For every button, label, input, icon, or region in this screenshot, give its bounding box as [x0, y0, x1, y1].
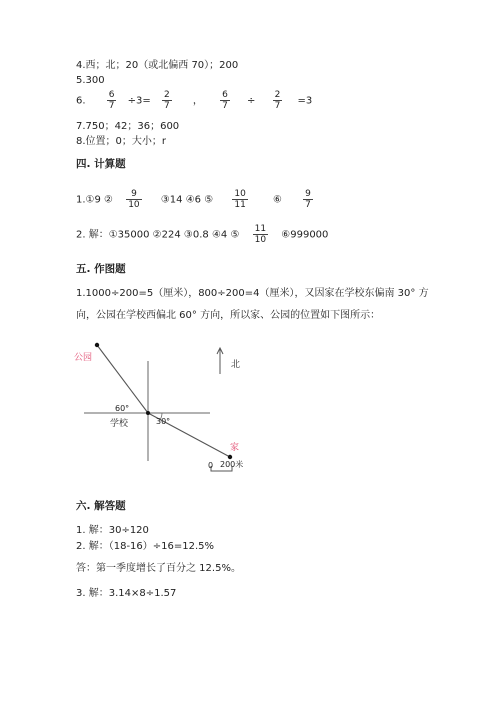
section-4-q2: 2. 解：①35000 ②224 ③0.8 ④4 ⑤ $\frac{11}{10}$ ⑥999000	[76, 224, 329, 245]
section-5-text-1: 1.1000÷200=5（厘米），800÷200=4（厘米），又因家在学校东偏南 30° 方	[76, 288, 429, 299]
school-label: 学校	[110, 419, 129, 429]
park-point	[95, 343, 99, 347]
scale-label: 200米	[220, 460, 244, 469]
home-label: 家	[230, 443, 240, 453]
angle-60-label: 60°	[115, 404, 130, 413]
section-4-title: 四. 计算题	[76, 158, 126, 170]
fraction: $\frac{2}{7}$	[274, 90, 281, 111]
section-4-q1: 1.①9 ② $\frac{9}{10}$ ③14 ④6 ⑤ $\frac{10}{11}$ ⑥ $\frac{9}{7}$	[76, 189, 311, 210]
section-6-answer: 答：第一季度增长了百分之 12.5%。	[76, 563, 241, 574]
fraction: $\frac{9}{7}$	[305, 189, 311, 210]
section-5-text-2: 向，公园在学校西偏北 60° 方向，所以家、公园的位置如下图所示：	[76, 310, 381, 321]
school-to-park-line	[97, 345, 148, 413]
home-point	[228, 455, 232, 459]
section-6-title: 六. 解答题	[76, 500, 126, 512]
answer-line-5: 5.300	[76, 75, 105, 86]
section-6-q3: 3. 解：3.14×8÷1.57	[76, 588, 177, 599]
answer-line-6: 6. $\frac{6}{7}$ ÷3= $\frac{2}{7}$ ， $\frac{6}{7}$ ÷ $\frac{2}{7}$ =3	[76, 90, 313, 111]
fraction: $\frac{9}{10}$	[128, 189, 140, 210]
fraction: $\frac{6}{7}$	[222, 90, 228, 111]
fraction: $\frac{10}{11}$	[234, 189, 246, 210]
fraction: $\frac{6}{7}$	[108, 90, 115, 111]
north-label: 北	[231, 360, 241, 370]
answer-line-4: 4.西；北；20（或北偏西 70）；200	[76, 60, 239, 71]
fraction: $\frac{11}{10}$	[254, 224, 267, 245]
section-5-title: 五. 作图题	[76, 263, 126, 275]
location-diagram	[70, 336, 260, 476]
answer-line-7: 7.750；42；36；600	[76, 121, 180, 132]
section-6-q1: 1. 解：30÷120	[76, 525, 149, 536]
answer-line-8: 8.位置；0；大小；r	[76, 136, 167, 147]
scale-zero-label: 0	[208, 461, 214, 470]
fraction: $\frac{2}{7}$	[163, 90, 170, 111]
park-label: 公园	[74, 353, 93, 363]
angle-30-label: 30°	[156, 417, 171, 426]
line6-label: 6.	[76, 95, 86, 107]
section-6-q2: 2. 解：（18-16）÷16=12.5%	[76, 541, 215, 552]
school-point	[146, 411, 150, 415]
